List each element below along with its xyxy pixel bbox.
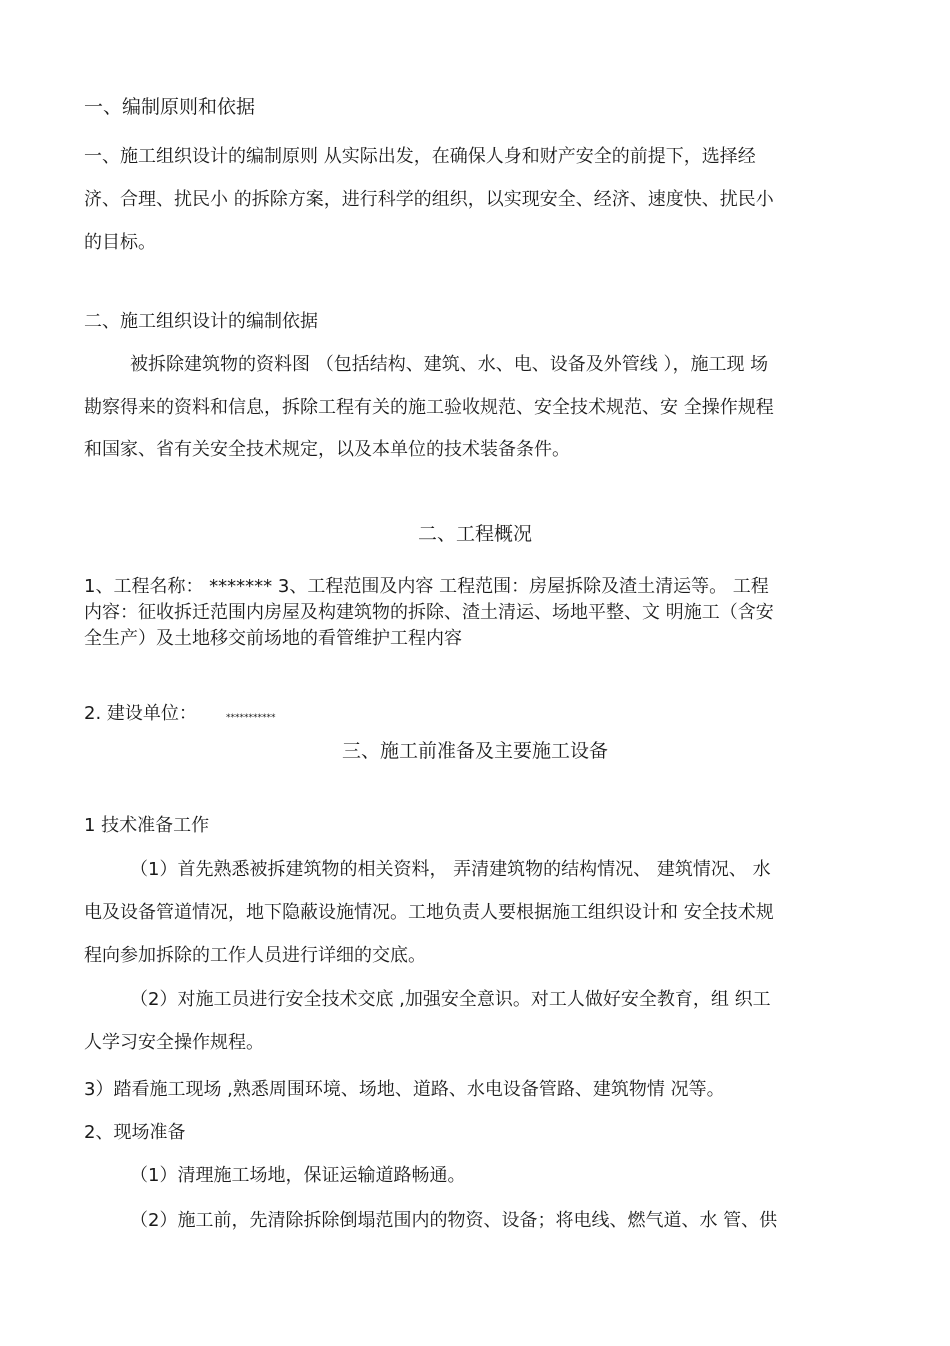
- paragraph-line: 电及设备管道情况，地下隐蔽设施情况。工地负责人要根据施工组织设计和 安全技术规: [84, 902, 774, 923]
- paragraph-line: 和国家、省有关安全技术规定，以及本单位的技术装备条件。: [84, 439, 570, 460]
- construction-unit-value: ***********: [226, 713, 276, 723]
- paragraph-line: 全生产）及土地移交前场地的看管维护工程内容: [84, 628, 462, 649]
- paragraph-line: 济、合理、扰民小 的拆除方案，进行科学的组织，以实现安全、经济、速度快、扰民小: [84, 189, 774, 210]
- paragraph-line: 程向参加拆除的工作人员进行详细的交底。: [84, 945, 426, 966]
- paragraph-line: 一、施工组织设计的编制原则 从实际出发，在确保人身和财产安全的前提下，选择经: [84, 146, 756, 167]
- paragraph-line: 3）踏看施工现场 ,熟悉周围环境、场地、道路、水电设备管路、建筑物情 况等。: [84, 1079, 725, 1100]
- section-2-heading: 二、工程概况: [417, 523, 532, 545]
- paragraph-line: （2）施工前，先清除拆除倒塌范围内的物资、设备；将电线、燃气道、水 管、供: [130, 1210, 778, 1231]
- section-3-heading: 三、施工前准备及主要施工设备: [341, 740, 608, 762]
- paragraph-line: 的目标。: [84, 232, 156, 253]
- paragraph-line: 内容：征收拆迁范围内房屋及构建筑物的拆除、渣土清运、场地平整、文 明施工（含安: [84, 602, 774, 623]
- subsection-heading: 二、施工组织设计的编制依据: [84, 311, 318, 332]
- paragraph-line: （1）清理施工场地，保证运输道路畅通。: [130, 1165, 466, 1186]
- paragraph-line: 人学习安全操作规程。: [84, 1032, 264, 1053]
- subsection-heading: 1 技术准备工作: [84, 815, 210, 836]
- construction-unit-label: 2. 建设单位：: [84, 703, 197, 724]
- paragraph-line: 1、工程名称： ******* 3、工程范围及内容 工程范围：房屋拆除及渣土清运等。 工程: [84, 576, 769, 597]
- paragraph-line: 勘察得来的资料和信息，拆除工程有关的施工验收规范、安全技术规范、安 全操作规程: [84, 397, 774, 418]
- paragraph-line: 被拆除建筑物的资料图 （包括结构、建筑、水、电、设备及外管线 ），施工现 场: [130, 354, 769, 375]
- section-1-heading: 一、编制原则和依据: [84, 96, 256, 118]
- paragraph-line: （2）对施工员进行安全技术交底 ,加强安全意识。对工人做好安全教育，组 织工: [130, 989, 771, 1010]
- subsection-heading: 2、现场准备: [84, 1122, 186, 1143]
- paragraph-line: （1）首先熟悉被拆建筑物的相关资料， 弄清建筑物的结构情况、 建筑情况、 水: [130, 859, 771, 880]
